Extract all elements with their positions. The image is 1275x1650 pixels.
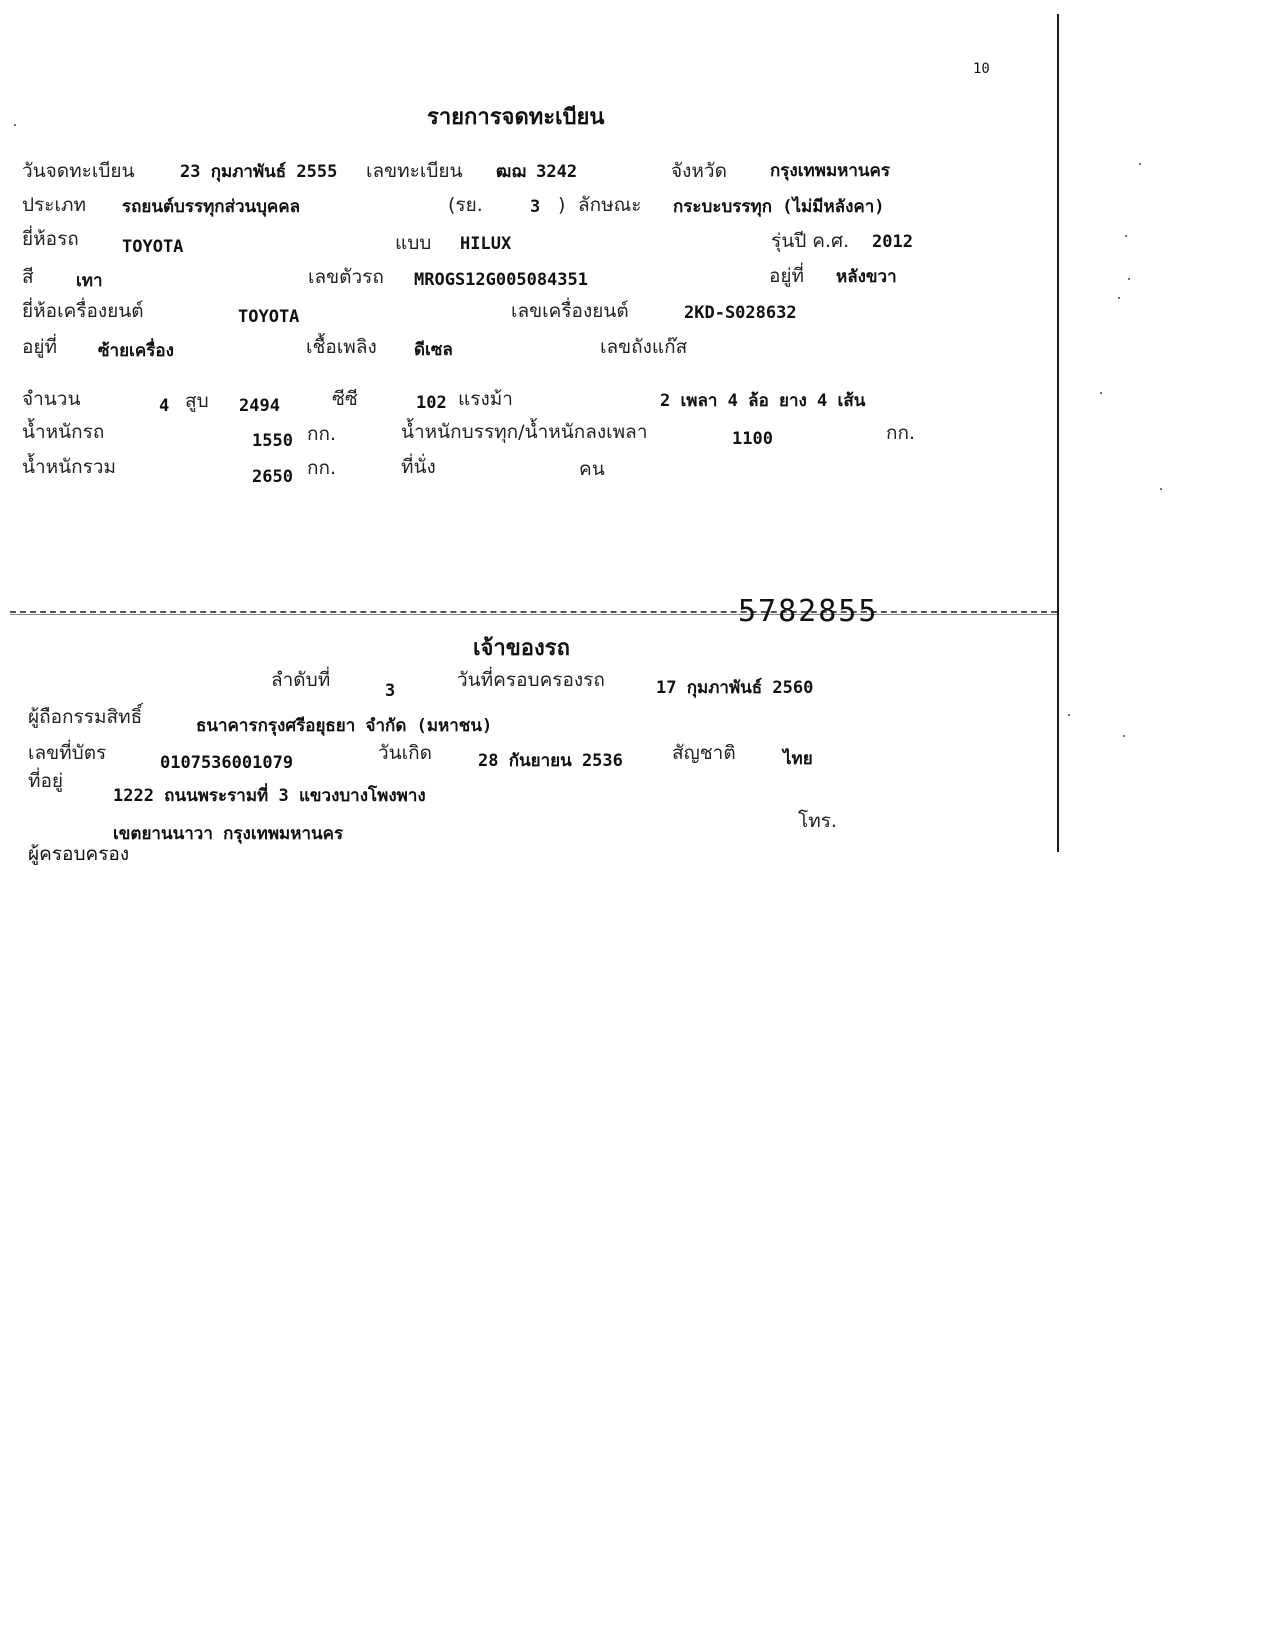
owner-title: เจ้าของรถ (473, 635, 570, 661)
ry-value: 3 (530, 197, 541, 217)
count-label: จำนวน (22, 388, 81, 410)
scan-speck (14, 124, 16, 126)
fuel-label: เชื้อเพลิง (306, 336, 377, 358)
seats-label: ที่นั่ง (401, 456, 436, 478)
province-value: กรุงเทพมหานคร (770, 161, 891, 181)
possessor-label: ผู้ครอบครอง (28, 843, 130, 865)
cc-value: 2494 (239, 396, 280, 416)
scan-speck (1125, 235, 1127, 237)
brand-value: TOYOTA (122, 237, 184, 257)
gas-tank-label: เลขถังแก๊ส (600, 336, 688, 358)
year-label: รุ่นปี ค.ศ. (771, 230, 850, 252)
scan-speck (1139, 163, 1141, 165)
cc-label: ซีซี (332, 388, 358, 410)
engine-no-label: เลขเครื่องยนต์ (511, 300, 629, 322)
cylinder-label: สูบ (185, 390, 209, 412)
year-value: 2012 (872, 232, 913, 252)
order-value: 3 (385, 681, 396, 701)
province-label: จังหวัด (671, 160, 727, 182)
chassis-loc-value: หลังขวา (836, 267, 897, 287)
ry-close: ) (558, 194, 566, 216)
type-label: ประเภท (22, 194, 87, 216)
reg-date-value: 23 กุมภาพันธ์ 2555 (180, 162, 338, 182)
plate-label: เลขทะเบียน (366, 160, 463, 182)
weight-label: น้ำหนักรถ (22, 421, 105, 443)
weight-unit: กก. (307, 423, 337, 445)
holder-value: ธนาคารกรุงศรีอยุธยา จำกัด (มหาชน) (196, 716, 493, 736)
scan-speck (1123, 735, 1125, 737)
nationality-value: ไทย (783, 749, 813, 769)
engine-loc-value: ซ้ายเครื่อง (98, 341, 174, 361)
chassis-label: เลขตัวรถ (308, 266, 384, 288)
model-label: แบบ (395, 232, 432, 254)
model-value: HILUX (460, 234, 512, 254)
load-value: 1100 (732, 429, 773, 449)
holder-label: ผู้ถือกรรมสิทธิ์ (28, 706, 143, 728)
gross-weight-label: น้ำหนักรวม (22, 456, 117, 478)
axles-wheels-tires: 2 เพลา 4 ล้อ ยาง 4 เส้น (660, 391, 866, 411)
nationality-label: สัญชาติ (672, 742, 736, 764)
birth-date-label: วันเกิด (378, 742, 432, 764)
section-divider (10, 611, 1057, 613)
stamp-number: 5782855 (738, 594, 879, 629)
address-label: ที่อยู่ (28, 770, 64, 792)
scan-speck (1128, 278, 1130, 280)
reg-date-label: วันจดทะเบียน (22, 160, 135, 182)
scan-speck (1118, 297, 1120, 299)
engine-brand-label: ยี่ห้อเครื่องยนต์ (22, 300, 144, 322)
weight-value: 1550 (252, 431, 293, 451)
color-value: เทา (76, 271, 103, 291)
scan-speck (1068, 714, 1070, 716)
possession-date-value: 17 กุมภาพันธ์ 2560 (656, 678, 814, 698)
scan-speck (1100, 392, 1102, 394)
load-unit: กก. (886, 422, 916, 444)
birth-date-value: 28 กันยายน 2536 (478, 751, 623, 771)
type-value: รถยนต์บรรทุกส่วนบุคคล (122, 197, 301, 217)
cylinders-value: 4 (159, 396, 170, 416)
load-label: น้ำหนักบรรทุก/น้ำหนักลงเพลา (401, 421, 648, 443)
color-label: สี (22, 266, 34, 288)
ry-open: (รย. (448, 194, 483, 216)
section-divider-line (10, 614, 1057, 615)
possession-date-label: วันที่ครอบครองรถ (457, 669, 605, 691)
fuel-value: ดีเซล (414, 340, 453, 360)
page-border-right (1057, 14, 1059, 852)
plate-value: ฒฌ 3242 (496, 162, 578, 182)
phone-label: โทร. (798, 810, 837, 832)
engine-brand-value: TOYOTA (238, 307, 300, 327)
page-number: 10 (973, 61, 990, 77)
body-label: ลักษณะ (578, 194, 642, 216)
body-value: กระบะบรรทุก (ไม่มีหลังคา) (673, 197, 885, 217)
gross-weight-unit: กก. (307, 457, 337, 479)
chassis-loc-label: อยู่ที่ (769, 265, 805, 287)
engine-no-value: 2KD-S028632 (684, 303, 797, 323)
hp-label: แรงม้า (458, 388, 513, 410)
hp-value: 102 (416, 393, 447, 413)
registration-title: รายการจดทะเบียน (427, 104, 605, 130)
id-number-label: เลขที่บัตร (28, 742, 107, 764)
gross-weight-value: 2650 (252, 467, 293, 487)
chassis-value: MROGS12G005084351 (414, 270, 588, 290)
order-label: ลำดับที่ (271, 669, 331, 691)
address-line-2: เขตยานนาวา กรุงเทพมหานคร (113, 824, 344, 844)
engine-loc-label: อยู่ที่ (22, 336, 58, 358)
id-number-value: 0107536001079 (160, 753, 294, 773)
persons-label: คน (579, 458, 605, 480)
scan-speck (1160, 488, 1162, 490)
address-line-1: 1222 ถนนพระรามที่ 3 แขวงบางโพงพาง (113, 786, 426, 806)
brand-label: ยี่ห้อรถ (22, 228, 79, 250)
